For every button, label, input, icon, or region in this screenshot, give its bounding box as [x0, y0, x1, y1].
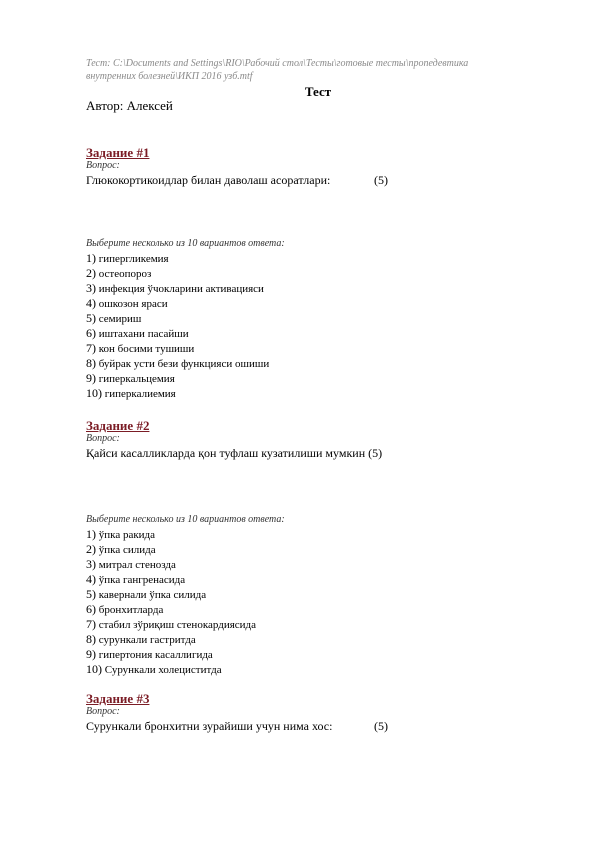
- answer-item: [86, 662, 256, 677]
- answer-number: 9): [86, 371, 96, 385]
- answer-number: 5): [86, 587, 96, 601]
- answer-item: [86, 542, 256, 557]
- task-2-question: Қайси касалликларда қон туфлаш кузатилиши мумкин (5): [86, 446, 383, 460]
- answer-text: кавернали ўпка силида: [98, 589, 207, 601]
- answer-number: 4): [86, 296, 96, 310]
- task-3-title: Задание #3: [86, 691, 150, 706]
- answer-number: 3): [86, 557, 96, 571]
- task-1-answer-list: [86, 251, 269, 401]
- answer-text: ошкозон яраси: [98, 298, 168, 310]
- file-path-line-2: внутренних болезней\ИКП 2016 узб.mtf: [86, 71, 253, 82]
- answer-number: 4): [86, 572, 96, 586]
- task-2-answer-list: [86, 527, 256, 677]
- answer-item: [86, 326, 269, 341]
- answer-text: гиперкальцемия: [98, 373, 175, 385]
- answer-number: 6): [86, 602, 96, 616]
- answer-number: 1): [86, 527, 96, 541]
- answer-number: 7): [86, 341, 96, 355]
- answer-number: 10): [86, 662, 102, 676]
- answer-text: иштахани пасайши: [98, 328, 189, 340]
- task-1-points: (5): [374, 173, 388, 187]
- answer-text: буйрак усти бези функцияси ошиши: [98, 358, 270, 370]
- answer-item: [86, 572, 256, 587]
- answer-item: [86, 527, 256, 542]
- author-line: Автор: Алексей: [86, 98, 173, 113]
- answer-item: [86, 647, 256, 662]
- answer-number: 9): [86, 647, 96, 661]
- file-path-header: [86, 57, 526, 83]
- answer-number: 10): [86, 386, 102, 400]
- task-1-question: Глюкокортикоидлар билан даволаш асоратлари:: [86, 173, 331, 187]
- answer-item: [86, 356, 269, 371]
- answer-text: Сурункали холециститда: [104, 664, 222, 676]
- answer-text: ўпка силида: [98, 544, 156, 556]
- file-path-line-1: Тест: C:\Documents and Settings\RIO\Рабочий стол\Тесты\готовые тесты\пропедевтика: [86, 58, 469, 69]
- answer-item: [86, 371, 269, 386]
- task-1-title: Задание #1: [86, 145, 150, 160]
- answer-item: [86, 251, 269, 266]
- answer-text: кон босими тушиши: [98, 343, 195, 355]
- answer-number: 7): [86, 617, 96, 631]
- answer-text: ўпка гангренасида: [98, 574, 186, 586]
- answer-text: бронхитларда: [98, 604, 164, 616]
- answer-item: [86, 632, 256, 647]
- answer-number: 6): [86, 326, 96, 340]
- answer-item: [86, 311, 269, 326]
- task-1-choose-label: Выберите несколько из 10 вариантов ответа:: [86, 238, 285, 249]
- answer-item: [86, 587, 256, 602]
- answer-text: митрал стенозда: [98, 559, 176, 571]
- answer-item: [86, 617, 256, 632]
- task-3-question: Сурункали бронхитни зурайиши учун нима хос:: [86, 719, 333, 733]
- answer-item: [86, 341, 269, 356]
- answer-text: гиперкалиемия: [104, 388, 176, 400]
- answer-number: 1): [86, 251, 96, 265]
- document-title: Тест: [304, 84, 332, 99]
- task-2-choose-label: Выберите несколько из 10 вариантов ответа:: [86, 514, 285, 525]
- answer-number: 8): [86, 632, 96, 646]
- answer-number: 2): [86, 266, 96, 280]
- answer-item: [86, 602, 256, 617]
- answer-text: ўпка ракида: [98, 529, 156, 541]
- answer-number: 2): [86, 542, 96, 556]
- task-3-question-label: Вопрос:: [86, 706, 120, 717]
- answer-text: гипергликемия: [98, 253, 169, 265]
- answer-number: 5): [86, 311, 96, 325]
- task-2-title: Задание #2: [86, 418, 150, 433]
- answer-item: [86, 266, 269, 281]
- answer-text: инфекция ўчокларини активацияси: [98, 283, 264, 295]
- answer-text: стабил зўриқиш стенокардиясида: [98, 619, 257, 631]
- answer-item: [86, 296, 269, 311]
- answer-number: 3): [86, 281, 96, 295]
- task-2-question-label: Вопрос:: [86, 433, 120, 444]
- answer-number: 8): [86, 356, 96, 370]
- answer-text: сурункали гастритда: [98, 634, 196, 646]
- answer-text: гипертония касаллигида: [98, 649, 213, 661]
- answer-item: [86, 281, 269, 296]
- task-3-points: (5): [374, 719, 388, 733]
- answer-text: семириш: [98, 313, 142, 325]
- answer-item: [86, 386, 269, 401]
- answer-item: [86, 557, 256, 572]
- task-1-question-label: Вопрос:: [86, 160, 120, 171]
- answer-text: остеопороз: [98, 268, 152, 280]
